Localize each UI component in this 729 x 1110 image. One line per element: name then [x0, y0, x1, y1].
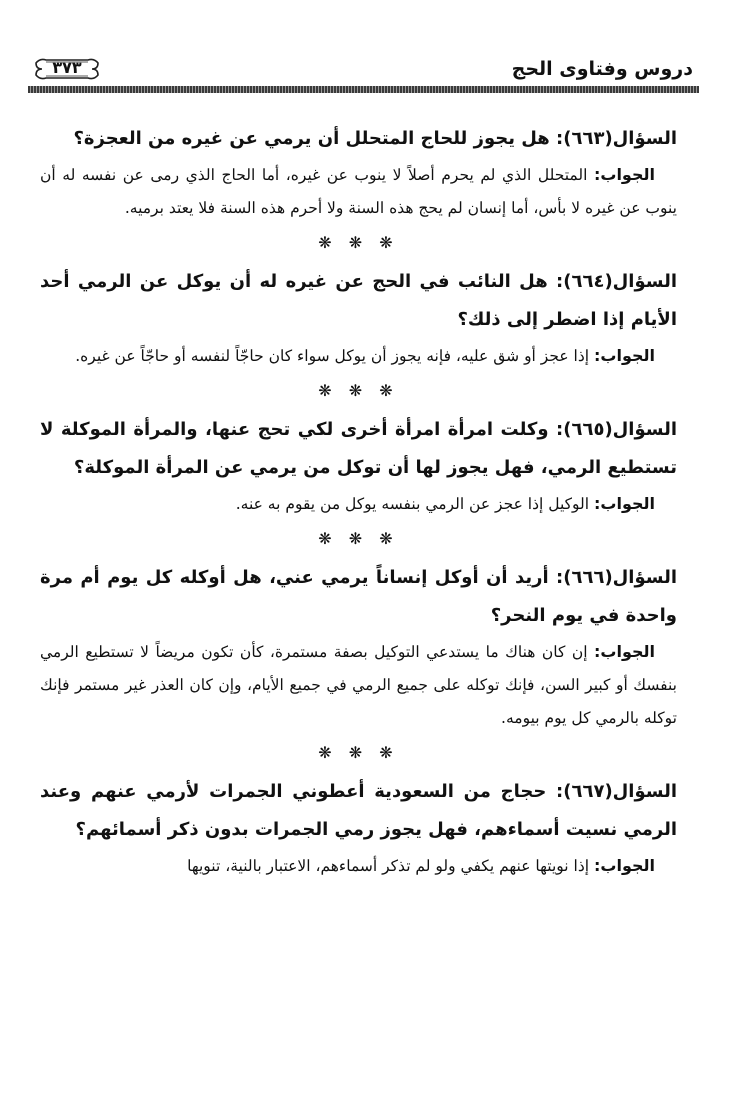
- answer-text: إن كان هناك ما يستدعي التوكيل بصفة مستمرة، كأن تكون مريضاً لا تستطيع الرمي بنفسك أو كبير السن، فإنك توكله على جميع الرمي في جميع الأيام، وإن كان العذر غير مستمر فإنك توكله بالرمي كل يوم بيومه.: [40, 643, 677, 727]
- question-text: السؤال(٦٦٥): وكلت امرأة امرأة أخرى لكي تحج عنها، والمرأة الموكلة لا تستطيع الرمي، فهل يجوز لها أن توكل من يرمي عن المرأة الموكلة؟: [40, 419, 677, 478]
- fatwa-entry: [40, 559, 677, 735]
- header-rule: [28, 86, 699, 93]
- fatwa-entry: [40, 263, 677, 373]
- answer-paragraph: [40, 635, 677, 735]
- question-text: السؤال(٦٦٦): أريد أن أوكل إنساناً يرمي عني، هل أوكله كل يوم أم مرة واحدة في يوم النحر؟: [40, 567, 677, 626]
- answer-paragraph: [40, 158, 677, 225]
- answer-paragraph: [40, 487, 677, 521]
- answer-text: إذا نويتها عنهم يكفي ولو لم تذكر أسماءهم، الاعتبار بالنية، تنويها: [187, 857, 590, 875]
- answer-label: الجواب:: [593, 346, 655, 365]
- fatwa-entry: [40, 411, 677, 521]
- fatwa-entry: [40, 773, 677, 883]
- section-separator: ❋ ❋ ❋: [318, 381, 399, 400]
- page-number: ٣٧٣: [52, 58, 82, 77]
- answer-label: الجواب:: [593, 494, 655, 513]
- question-text: السؤال(٦٦٣): هل يجوز للحاج المتحلل أن يرمي عن غيره من العجزة؟: [73, 128, 677, 149]
- section-separator: ❋ ❋ ❋: [318, 529, 399, 548]
- answer-paragraph: [40, 849, 677, 883]
- answer-label: الجواب:: [593, 856, 655, 875]
- page-number-badge: [34, 54, 100, 84]
- section-separator: ❋ ❋ ❋: [318, 743, 399, 762]
- section-separator: ❋ ❋ ❋: [318, 233, 399, 252]
- fatwa-entry: [40, 120, 677, 225]
- fatwa-list: [40, 120, 677, 883]
- answer-label: الجواب:: [593, 642, 655, 661]
- answer-text: الوكيل إذا عجز عن الرمي بنفسه يوكل من يقوم به عنه.: [235, 495, 590, 513]
- page-header: [28, 52, 699, 98]
- question-text: السؤال(٦٦٤): هل النائب في الحج عن غيره له أن يوكل عن الرمي أحد الأيام إذا اضطر إلى ذلك؟: [40, 271, 677, 330]
- running-title: دروس وفتاوى الحج: [511, 58, 693, 80]
- question-text: السؤال(٦٦٧): حجاج من السعودية أعطوني الجمرات لأرمي عنهم وعند الرمي نسيت أسماءهم، فهل يجوز رمي الجمرات بدون ذكر أسمائهم؟: [40, 781, 677, 840]
- answer-text: إذا عجز أو شق عليه، فإنه يجوز أن يوكل سواء كان حاجّاً لنفسه أو حاجّاً عن غيره.: [75, 347, 590, 365]
- answer-paragraph: [40, 339, 677, 373]
- answer-text: المتحلل الذي لم يحرم أصلاً لا ينوب عن غيره، أما الحاج الذي رمى عن نفسه له أن ينوب عن غيره لا بأس، أما إنسان لم يحج هذه السنة ولا أحرم هذه السنة فلا يعتد برميه.: [40, 166, 677, 217]
- answer-label: الجواب:: [593, 165, 655, 184]
